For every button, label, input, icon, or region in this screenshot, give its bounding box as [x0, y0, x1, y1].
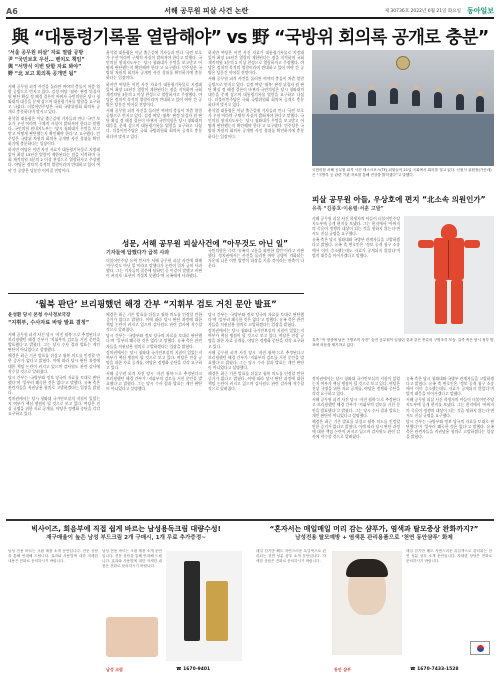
person-figure: [412, 90, 420, 106]
issue-meta: 제 30736호 2022년 6월 21일 화요일: [384, 9, 461, 14]
story1-subhead: 與 “서망식 이번 탓할 자료 봐야”: [8, 64, 82, 70]
page-number: A6: [6, 6, 18, 16]
page-header: [6, 5, 494, 19]
person-figure: [330, 94, 338, 110]
story3-column: 해경은 최근 기존 발표를 뒤집고 월북 의도를 인정할 만한 증거가 없다고 밝혔다. 이에 따라 당시 판단 과정에 대한 책임 논란이 커지고 있으며 감사원도 관련 감사에 착수할 것으로 알려졌다. 당시 간부는 ‘국방부와 정보 당국의 자료를 토대로 판단했다’며 ‘일부러 왜곡한 것은 없다’고 말했다. 유족 측은 관련자들을 직권남용 혐의로 고발하겠다는 입장을 밝혔다. 정치권에서는 당시 청와대 국가안보실의 지침이 있었는지 여부가 핵심 쟁점이 될 것으로 보고 있다. 여당은 진상 규명을 위한 자료 공개를, 야당은 정쟁화 중단을 각각 요구하고 있다. 서해 공무원 피격 사건 당시 ‘자진 월북’으로 추정된다고 브리핑했던 해경 간부가 ‘지휘부의 검토를 거친 문안을 발표했다’고 밝혔다. 그는 당시 수사 결과 발표는 개인 판단이 아니었다고 설명했다.: [106, 312, 202, 392]
story3-column: 서해 공무원 피격 사건 당시 ‘자진 월북’으로 추정된다고 브리핑했던 해경 간부가 ‘지휘부의 검토를 거친 문안을 발표했다’고 밝혔다. 그는 당시 수사 결과 발표는 개인 판단이 아니었다고 설명했다. 해경은 최근 기존 발표를 뒤집고 월북 의도를 인정할 만한 증거가 없다고 밝혔다. 이에 따라 당시 판단 과정에 대한 책임 논란이 커지고 있으며 감사원도 관련 감사에 착수할 것으로 알려졌다. 당시 간부는 ‘국방부와 정보 당국의 자료를 토대로 판단했다’며 ‘일부러 왜곡한 것은 없다’고 말했다. 유족 측은 관련자들을 직권남용 혐의로 고발하겠다는 입장을 밝혔다. 정치권에서는 당시 청와대 국가안보실의 지침이 있었는지 여부가 핵심 쟁점이 될 것으로 보고 있다. 여당은 진상 규명을 위한 자료 공개를, 야당은 정쟁화 중단을 각각 요구하고 있다.: [8, 332, 100, 417]
story2-column: 더불어민주당 유력 인사가 서해 공무원 피살 사건에 대해 ‘아무것도 아닌 일’이라고 말했다가 논란이 일자 급히 사과했다. 그는 기자들의 질문에 답하던 중 이같이 말했고 비판이 커지자 ‘표현이 적절치 못했다’며 유족에게 사과했다.: [106, 258, 202, 279]
story4-subhead: 유족 “김종호·이용렬·서훈 고발”: [312, 206, 384, 212]
person-figure: [456, 94, 464, 110]
story1-column: 서해 공무원 피격 사건을 둘러싼 여야의 충돌이 차츰 열람 공방으로 번지고 있다. 김정 여당 ‘월북’ 판정 뒤집자 원 판단 확실 정 해경 결론이 바뀌자 국민의힘은 당시 청와대의 대응을 문제 삼으며 대통령기록물 열람을 요구하고 나섰다. 더불어민주당은 국회 국방위원회 회의록 공개로 충분하다며 맞서고 있다. 윤석열 대통령은 이날 출근길에 기자들과 만나 ‘국민 보호가 우선’이라며 구체적 사실이 밝혀져야 한다고 말했다. 국민의힘 원내지도부는 ‘당시 청와대가 무엇을 보고받고 어떻게 판단했는지 확인해야 한다’고 요구했다. 민주당은 국방위 차원의 회의록 공개면 사건 경위를 확인하기에 충분하다는 입장이다. 하지만 여당은 이번 사건 자료가 대통령기록물로 지정돼 있어 최장 15년간 열람이 제한된다는 점을 지적하며 국회 재적의원 3분의 2 이상 찬성으로 열람하자고 주장했다. 야당은 정치적 목적의 열람이라며 반대하고 있어 여야 간 공방은 당분간 이어질 전망이다.: [8, 84, 100, 173]
story1-column: 하지만 여당은 이번 사건 자료가 대통령기록물로 지정돼 있어 최장 15년간 열람이 제한된다는 점을 지적하며 국회 재적의원 3분의 2 이상 찬성으로 열람하자고 주장했다. 야당은 정치적 목적의 열람이라며 반대하고 있어 여야 간 공방은 당분간 이어질 전망이다. 서해 공무원 피격 사건을 둘러싼 여야의 충돌이 차츰 열람 공방으로 번지고 있다. 김정 여당 ‘월북’ 판정 뒤집자 원 판단 확실 정 해경 결론이 바뀌자 국민의힘은 당시 청와대의 대응을 문제 삼으며 대통령기록물 열람을 요구하고 나섰다. 더불어민주당은 국회 국방위원회 회의록 공개로 충분하다며 맞서고 있다. 윤석열 대통령은 이날 출근길에 기자들과 만나 ‘국민 보호가 우선’이라며 구체적 사실이 밝혀져야 한다고 말했다. 국민의힘 원내지도부는 ‘당시 청와대가 무엇을 보고받고 어떻게 판단했는지 확인해야 한다’고 요구했다. 민주당은 국방위 차원의 회의록 공개면 사건 경위를 확인하기에 충분하다는 입장이다.: [208, 50, 304, 139]
person-figure: [390, 88, 398, 104]
story1-column: 윤석열 대통령은 이날 출근길에 기자들과 만나 ‘국민 보호가 우선’이라며 구체적 사실이 밝혀져야 한다고 말했다. 국민의힘 원내지도부는 ‘당시 청와대가 무엇을 보고받고 어떻게 판단했는지 확인해야 한다’고 요구했다. 민주당은 국방위 차원의 회의록 공개면 사건 경위를 확인하기에 충분하다는 입장이다. 하지만 여당은 이번 사건 자료가 대통령기록물로 지정돼 있어 최장 15년간 열람이 제한된다는 점을 지적하며 국회 재적의원 3분의 2 이상 찬성으로 열람하자고 주장했다. 야당은 정치적 목적의 열람이라며 반대하고 있어 여야 간 공방은 당분간 이어질 전망이다. 서해 공무원 피격 사건을 둘러싼 여야의 충돌이 차츰 열람 공방으로 번지고 있다. 김정 여당 ‘월북’ 판정 뒤집자 원 판단 확실 정 해경 결론이 바뀌자 국민의힘은 당시 청와대의 대응을 문제 삼으며 대통령기록물 열람을 요구하고 나섰다. 더불어민주당은 국회 국방위원회 회의록 공개로 충분하다며 맞서고 있다.: [106, 50, 202, 139]
meeting-photo: [312, 50, 494, 166]
hair-image: [346, 559, 388, 577]
story3-byline: 윤성환 당시 본청 수사정보국장: [8, 313, 71, 318]
story1-subhead: 野 “北 보고 회의록 공개면 됨”: [8, 71, 77, 77]
ad-phone: ☎ 1670-7433-1528: [410, 667, 459, 672]
product-box: [206, 581, 228, 641]
ad-body: 남성 전용 바르는 크림 제품 소개 문안입니다. 전문 상담을 통해 안내해 드립니다. 효과와 사용법에 대한 자세한 내용은 전화로 문의하시기 바랍니다.: [8, 549, 98, 563]
photo-caption: 국민의힘 서해 공무원 피격 사건 태스크포스(TF) 위원들이 21일 국회에서 회의를 열고 있다. 신원식 위원장(가운데)은 “국방부 등 관련 기관 자료를 통해 진상을 밝히겠다”고 말했다.: [312, 168, 492, 177]
story3-subhead: “지휘부, 수사자료 바탕 발표 결정”: [8, 320, 90, 326]
ad-body: 매일 감기만 해도 자연스러운 흑갈색으로 관리되는 천연 성분 샴푸 소개 문안입니다. 자세한 상담은 전화로 문의하시기 바랍니다.: [406, 549, 492, 563]
story2-subtitle: 기자들에 답했다가 급히 사과: [106, 250, 170, 256]
ad-body: 매일 감기만 해도 자연스러운 흑갈색으로 관리되는 천연 성분 샴푸 소개 문안입니다. 자세한 상담은 전화로 문의하시기 바랍니다.: [256, 549, 326, 563]
ad-subtitle: 재구매율이 높은 남성 부드크림 2개 구매시, 1개 무료 추가증정~: [46, 535, 206, 541]
main-headline: 與 “대통령기록물 열람해야” vs 野 “국방위 회의록 공개로 충분”: [11, 28, 489, 48]
person-figure: [348, 92, 356, 108]
advertisement[interactable]: [254, 521, 494, 687]
story2-column: 국민의힘은 즉각 ‘유족의 고통을 외면한 발언’이라고 비판했다. 정치권에서는 사건을 둘러싼 여야 공방이 격화되는 가운데 나온 이번 발언이 파장을 키울 것이라는 관측이 나온다.: [208, 248, 304, 269]
story3-column: 당시 간부는 ‘국방부와 정보 당국의 자료를 토대로 판단했다’며 ‘일부러 왜곡한 것은 없다’고 말했다. 유족 측은 관련자들을 직권남용 혐의로 고발하겠다는 입장을 밝혔다. 정치권에서는 당시 청와대 국가안보실의 지침이 있었는지 여부가 핵심 쟁점이 될 것으로 보고 있다. 여당은 진상 규명을 위한 자료 공개를, 야당은 정쟁화 중단을 각각 요구하고 있다. 서해 공무원 피격 사건 당시 ‘자진 월북’으로 추정된다고 브리핑했던 해경 간부가 ‘지휘부의 검토를 거친 문안을 발표했다’고 밝혔다. 그는 당시 수사 결과 발표는 개인 판단이 아니었다고 설명했다. 해경은 최근 기존 발표를 뒤집고 월북 의도를 인정할 만한 증거가 없다고 밝혔다. 이에 따라 당시 판단 과정에 대한 책임 논란이 커지고 있으며 감사원도 관련 감사에 착수할 것으로 알려졌다.: [208, 312, 304, 392]
newspaper-logo: 동아일보: [466, 7, 494, 15]
story4-title: 피살 공무원 아들, 우상호에 편지 “北소속 의원인가”: [312, 195, 486, 204]
ad-product-name: 남성 크림: [106, 667, 123, 672]
story3-title: ‘월북 판단’ 브리핑했던 해경 간부 “지휘부 검토 거친 문안 발표”: [35, 300, 277, 310]
model-photo: [106, 617, 158, 657]
survival-suit-photo: [404, 216, 494, 334]
emblem-icon: [396, 56, 410, 70]
divider: [8, 293, 304, 294]
story1-subhead: ‘서울 공무원 피살’ 자료 열람 공방: [8, 50, 84, 56]
ad-body: 남성 전용 바르는 크림 제품 소개 문안입니다. 전문 상담을 통해 안내해 드립니다. 효과와 사용법에 대한 자세한 내용은 전화로 문의하시기 바랍니다.: [102, 549, 162, 568]
story4-column: 서해 공무원 피살 사건 희생자의 아들이 더불어민주당 지도부에 공개 편지를 보냈다. 그는 편지에서 ‘아버지의 죽음이 정쟁의 대상이 되는 것을 원하지 않는다’면서도 진실 규명을 요구했다. 유족 측은 당시 청와대와 국방부 관계자들을 고발하겠다고 밝혔다. 유족 측 변호인은 ‘정보 공개 청구 소송에서 이미 승소했는데도 자료가 공개되지 않았다’며 법적 대응을 이어가겠다고 말했다.: [312, 216, 400, 258]
flag-icon: [470, 641, 490, 655]
story1-subheads: [8, 50, 100, 78]
person-figure: [476, 96, 484, 112]
ad-subtitle: 남성전용 탈모예방 + 염색톤 관리용품으로 ‘천연 동안샴푸’ 화제: [295, 535, 453, 541]
story3-column: 정치권에서는 당시 청와대 국가안보실의 지침이 있었는지 여부가 핵심 쟁점이 될 것으로 보고 있다. 여당은 진상 규명을 위한 자료 공개를, 야당은 정쟁화 중단을 각각 요구하고 있다. 서해 공무원 피격 사건 당시 ‘자진 월북’으로 추정된다고 브리핑했던 해경 간부가 ‘지휘부의 검토를 거친 문안을 발표했다’고 밝혔다. 그는 당시 수사 결과 발표는 개인 판단이 아니었다고 설명했다. 해경은 최근 기존 발표를 뒤집고 월북 의도를 인정할 만한 증거가 없다고 밝혔다. 이에 따라 당시 판단 과정에 대한 책임 논란이 커지고 있으며 감사원도 관련 감사에 착수할 것으로 알려졌다.: [312, 376, 400, 440]
model-photo: [332, 551, 402, 655]
product-bottle: [184, 561, 200, 641]
story1-subhead: 尹 “국민보호 우선… 벤치도 책임”: [8, 57, 85, 63]
ad-product-name: 동안 샴푸: [334, 667, 351, 672]
ad-title: “혼자서는 매일매일 머리 감는 샴푸가, 염색과 탈모증상 완화까지?”: [269, 525, 479, 533]
photo-caption: 유족 “이 영상에 남은 구명조끼 사진” 숨진 공무원이 입었던 것과 같은 종류의 구명조끼 모습. 유족 측은 당시 정부 발표에 의문을 제기하고 있다.: [312, 338, 494, 347]
ad-phone: ☎ 1670-9401: [176, 667, 211, 672]
story2-title: 성문, 서해 공무원 피살사건에 “아무것도 아닌 일”: [121, 239, 289, 248]
advertisement-section: [6, 519, 494, 685]
story3-column: 유족 측은 당시 청와대와 국방부 관계자들을 고발하겠다고 밝혔다. 유족 측 변호인은 ‘정보 공개 청구 소송에서 이미 승소했는데도 자료가 공개되지 않았다’며 법적 대응을 이어가겠다고 말했다. 서해 공무원 피살 사건 희생자의 아들이 더불어민주당 지도부에 공개 편지를 보냈다. 그는 편지에서 ‘아버지의 죽음이 정쟁의 대상이 되는 것을 원하지 않는다’면서도 진실 규명을 요구했다. 당시 간부는 ‘국방부와 정보 당국의 자료를 토대로 판단했다’며 ‘일부러 왜곡한 것은 없다’고 말했다. 유족 측은 관련자들을 직권남용 혐의로 고발하겠다는 입장을 밝혔다.: [406, 376, 494, 440]
ad-title: 빅사이즈, 회음부에 직접 쉽게 바르는 남성용독크림 대량수성!: [31, 525, 221, 533]
person-figure: [368, 90, 376, 106]
section-title: 서해 공무원 피살 사건 논란: [164, 7, 249, 15]
product-image: [166, 551, 242, 661]
person-figure: [434, 92, 442, 108]
advertisement[interactable]: [6, 521, 246, 687]
